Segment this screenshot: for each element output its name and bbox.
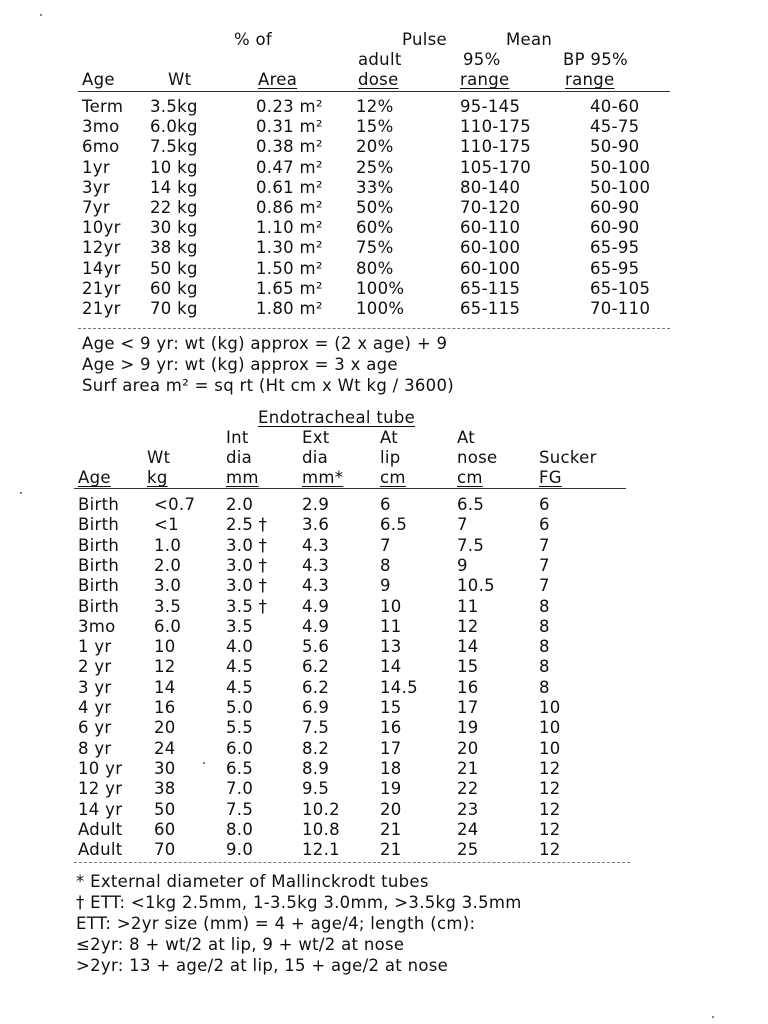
table1-cell-pulse-range: 110-175: [460, 117, 532, 137]
table2-cell-weight: 10: [154, 637, 176, 657]
header-dia-ext: dia: [302, 448, 329, 467]
table1-cell-weight: 60 kg: [150, 278, 198, 298]
header-cm-lip: cm: [380, 468, 406, 487]
table2-cell-ext-dia: 2.9: [302, 495, 330, 514]
table2-cell-age: 6 yr: [78, 718, 112, 738]
table2-cell-ext-dia: 5.6: [302, 637, 330, 657]
table2-cell-age: Birth: [78, 576, 120, 596]
table1-cell-adult-dose: 20%: [356, 137, 394, 157]
header-kg: kg: [147, 468, 168, 487]
table2-cell-at-nose: 23: [457, 799, 479, 819]
table2-cell-ext-dia: 12.1: [302, 840, 340, 860]
table2-cell-ext-dia: 7.5: [302, 718, 330, 738]
table2-cell-weight: 3.5: [154, 596, 182, 616]
table2-cell-weight: 38: [154, 779, 176, 799]
note-surface-area: Surf area m² = sq rt (Ht cm x Wt kg / 3600): [82, 376, 455, 395]
header-at-nose: At: [457, 428, 476, 447]
table1-cell-bp-range: 65-95: [590, 238, 640, 258]
table2-cell-int-dia: 4.5: [226, 657, 254, 677]
table1-cell-adult-dose: 50%: [356, 198, 394, 217]
table2-cell-weight: <1: [154, 515, 179, 535]
table1-cell-area: 0.31 m²: [256, 117, 323, 137]
table2-cell-age: Birth: [78, 535, 120, 555]
table1-cell-weight: 3.5kg: [150, 97, 198, 116]
header-area: Area: [258, 70, 298, 89]
header-endotracheal-tube: Endotracheal tube: [258, 408, 416, 427]
table2-cell-int-dia: 7.5: [226, 799, 254, 819]
table1-cell-pulse-range: 65-115: [460, 278, 521, 298]
table2-cell-sucker-fg: 8: [539, 657, 550, 677]
table2-cell-int-dia: 3.0 †: [226, 555, 268, 575]
table2-cell-at-lip: 21: [380, 840, 402, 860]
table1-cell-area: 0.61 m²: [256, 177, 323, 197]
table1-cell-area: 1.65 m²: [256, 278, 323, 298]
table1-cell-area: 1.80 m²: [256, 299, 323, 318]
table1-cell-pulse-range: 110-175: [460, 137, 532, 157]
table2-cell-weight: 14: [154, 677, 176, 697]
table2-cell-weight: 16: [154, 698, 176, 717]
table1-cell-bp-range: 50-100: [590, 157, 651, 177]
table1-cell-area: 1.50 m²: [256, 258, 323, 278]
table2-cell-ext-dia: 8.9: [302, 758, 330, 778]
table1-cell-adult-dose: 100%: [356, 278, 405, 298]
table1-cell-weight: 30 kg: [150, 218, 198, 238]
table1-cell-bp-range: 50-100: [590, 177, 651, 197]
table1-cell-adult-dose: 100%: [356, 299, 405, 318]
header-ext: Ext: [302, 428, 330, 447]
table2-cell-int-dia: 6.0: [226, 738, 254, 758]
table1-cell-age: 10yr: [82, 218, 121, 238]
header-range-bp: range: [565, 70, 615, 89]
table2-cell-ext-dia: 8.2: [302, 738, 330, 758]
table1-header-rule: [78, 91, 670, 92]
table1-cell-adult-dose: 80%: [356, 258, 394, 278]
table1-cell-age: 6mo: [82, 137, 120, 157]
table2-cell-int-dia: 5.0: [226, 698, 254, 717]
table2-cell-sucker-fg: 8: [539, 616, 550, 636]
note-weight-under-9: Age < 9 yr: wt (kg) approx = (2 x age) + 9: [82, 334, 448, 353]
table2-cell-ext-dia: 4.3: [302, 535, 330, 555]
table2-cell-weight: 24: [154, 738, 176, 758]
table2-cell-int-dia: 6.5: [226, 758, 254, 778]
table2-cell-int-dia: 2.5 †: [226, 515, 268, 535]
table2-cell-ext-dia: 4.3: [302, 576, 330, 596]
table2-cell-ext-dia: 6.9: [302, 698, 330, 717]
table2-cell-ext-dia: 4.3: [302, 555, 330, 575]
header-dose: dose: [358, 70, 399, 89]
table2-cell-weight: 50: [154, 799, 176, 819]
table2-cell-age: Birth: [78, 555, 120, 575]
table1-cell-adult-dose: 15%: [356, 117, 394, 137]
table2-cell-age: 3 yr: [78, 677, 112, 697]
header-pulse: Pulse: [402, 30, 447, 49]
table1-cell-age: 1yr: [82, 157, 110, 177]
table2-cell-sucker-fg: 10: [539, 718, 561, 738]
table2-cell-int-dia: 2.0: [226, 495, 254, 514]
table1-cell-bp-range: 65-95: [590, 258, 640, 278]
table2-cell-int-dia: 4.0: [226, 637, 254, 657]
table2-cell-age: 1 yr: [78, 637, 112, 657]
note-ett-weights: † ETT: <1kg 2.5mm, 1-3.5kg 3.0mm, >3.5kg 3.5mm: [76, 893, 522, 912]
table1-cell-pulse-range: 60-100: [460, 258, 521, 278]
table2-cell-sucker-fg: 12: [539, 840, 561, 860]
table2-cell-at-nose: 12: [457, 616, 479, 636]
table1-cell-pulse-range: 60-110: [460, 218, 521, 238]
table2-cell-at-lip: 18: [380, 758, 402, 778]
table1-cell-bp-range: 45-75: [590, 117, 640, 137]
table2-cell-at-nose: 10.5: [457, 576, 495, 596]
table2-cell-weight: 60: [154, 819, 176, 839]
table2-cell-at-lip: 14: [380, 657, 402, 677]
table2-cell-at-nose: 6.5: [457, 495, 485, 514]
table1-cell-pulse-range: 60-100: [460, 238, 521, 258]
table2-cell-age: 2 yr: [78, 657, 112, 677]
header-nose: nose: [457, 448, 498, 467]
table2-cell-int-dia: 3.5 †: [226, 596, 268, 616]
table2-cell-ext-dia: 9.5: [302, 779, 330, 799]
table1-cell-weight: 7.5kg: [150, 137, 198, 157]
table2-cell-at-nose: 7.5: [457, 535, 485, 555]
table2-cell-at-lip: 21: [380, 819, 402, 839]
table1-bottom-rule: [78, 328, 670, 329]
table1-cell-age: 3yr: [82, 177, 110, 197]
scan-speck: [712, 1016, 714, 1018]
table2-cell-weight: 1.0: [154, 535, 182, 555]
table2-cell-at-nose: 14: [457, 637, 479, 657]
table1-cell-bp-range: 70-110: [590, 299, 651, 318]
header-sucker: Sucker: [539, 448, 597, 467]
table1-cell-pulse-range: 105-170: [460, 157, 532, 177]
table2-cell-at-nose: 25: [457, 840, 479, 860]
table2-cell-ext-dia: 4.9: [302, 596, 330, 616]
table2-cell-at-lip: 13: [380, 637, 402, 657]
table2-cell-weight: <0.7: [154, 495, 196, 514]
note-ett-size-formula: ETT: >2yr size (mm) = 4 + age/4; length (cm):: [76, 914, 476, 933]
table2-cell-ext-dia: 6.2: [302, 657, 330, 677]
table1-cell-pulse-range: 95-145: [460, 97, 521, 116]
table2-cell-at-lip: 10: [380, 596, 402, 616]
table2-cell-at-lip: 14.5: [380, 677, 418, 697]
table2-cell-at-nose: 15: [457, 657, 479, 677]
header-wt2: Wt: [147, 448, 171, 467]
table2-cell-int-dia: 3.0 †: [226, 576, 268, 596]
header-age2: Age: [78, 468, 111, 487]
table2-bottom-rule: [74, 862, 630, 863]
table1-cell-age: 21yr: [82, 299, 121, 318]
table2-cell-ext-dia: 10.8: [302, 819, 340, 839]
table2-cell-at-lip: 16: [380, 718, 402, 738]
table2-cell-at-nose: 19: [457, 718, 479, 738]
table2-cell-age: 12 yr: [78, 779, 123, 799]
table1-cell-adult-dose: 60%: [356, 218, 394, 238]
note-weight-over-9: Age > 9 yr: wt (kg) approx = 3 x age: [82, 355, 398, 374]
table2-cell-age: 10 yr: [78, 758, 123, 778]
table2-cell-at-nose: 24: [457, 819, 479, 839]
table2-cell-age: Adult: [78, 840, 123, 860]
table1-cell-weight: 14 kg: [150, 177, 198, 197]
table2-cell-sucker-fg: 8: [539, 677, 550, 697]
header-mm-int: mm: [226, 468, 259, 487]
table1-cell-bp-range: 65-105: [590, 278, 651, 298]
header-adult: adult: [358, 50, 402, 69]
table1-cell-age: 21yr: [82, 278, 121, 298]
header-cm-nose: cm: [457, 468, 483, 487]
table2-cell-age: 14 yr: [78, 799, 123, 819]
table2-cell-age: Birth: [78, 515, 120, 535]
table2-cell-at-lip: 11: [380, 616, 402, 636]
header-mm-ext: mm*: [302, 468, 344, 487]
header-at-lip: At: [380, 428, 399, 447]
table2-cell-int-dia: 7.0: [226, 779, 254, 799]
table1-cell-bp-range: 40-60: [590, 97, 640, 116]
table1-cell-area: 1.30 m²: [256, 238, 323, 258]
table2-cell-at-lip: 20: [380, 799, 402, 819]
header-range-pulse: range: [460, 70, 510, 89]
table2-cell-sucker-fg: 12: [539, 819, 561, 839]
table2-cell-sucker-fg: 7: [539, 555, 550, 575]
table2-cell-sucker-fg: 6: [539, 515, 550, 535]
table1-cell-weight: 38 kg: [150, 238, 198, 258]
table2-cell-age: 8 yr: [78, 738, 112, 758]
table2-cell-sucker-fg: 12: [539, 779, 561, 799]
header-int: Int: [226, 428, 249, 447]
table2-cell-at-lip: 17: [380, 738, 402, 758]
table1-cell-bp-range: 60-90: [590, 218, 640, 238]
table1-cell-pulse-range: 70-120: [460, 198, 521, 217]
table1-cell-adult-dose: 25%: [356, 157, 394, 177]
table2-cell-sucker-fg: 10: [539, 698, 561, 717]
table2-cell-at-lip: 8: [380, 555, 391, 575]
table2-cell-int-dia: 8.0: [226, 819, 254, 839]
table2-cell-at-lip: 15: [380, 698, 402, 717]
table2-cell-weight: 30: [154, 758, 176, 778]
table2-cell-age: Adult: [78, 819, 123, 839]
table2-cell-sucker-fg: 7: [539, 535, 550, 555]
table2-cell-sucker-fg: 8: [539, 596, 550, 616]
table2-cell-weight: 3.0: [154, 576, 182, 596]
table2-cell-sucker-fg: 12: [539, 758, 561, 778]
table2-cell-at-nose: 17: [457, 698, 479, 717]
table2-cell-int-dia: 3.0 †: [226, 535, 268, 555]
header-dia-int: dia: [226, 448, 253, 467]
header-mean: Mean: [506, 30, 553, 49]
scan-speck: [203, 762, 205, 764]
header-age: Age: [82, 70, 115, 89]
table2-cell-at-nose: 7: [457, 515, 468, 535]
scan-speck: [20, 492, 22, 494]
table2-cell-at-nose: 21: [457, 758, 479, 778]
note-length-over-2: >2yr: 13 + age/2 at lip, 15 + age/2 at nose: [76, 956, 449, 975]
table1-cell-bp-range: 60-90: [590, 198, 640, 217]
table1-cell-age: 3mo: [82, 117, 120, 137]
table2-cell-age: 4 yr: [78, 698, 112, 717]
table1-cell-age: Term: [82, 97, 124, 116]
table1-cell-weight: 70 kg: [150, 299, 198, 318]
table2-cell-age: Birth: [78, 596, 120, 616]
header-fg: FG: [539, 468, 562, 487]
note-length-under-2: ≤2yr: 8 + wt/2 at lip, 9 + wt/2 at nose: [76, 935, 405, 954]
table1-cell-age: 12yr: [82, 238, 121, 258]
table2-cell-at-lip: 7: [380, 535, 391, 555]
table2-cell-weight: 12: [154, 657, 176, 677]
table2-cell-sucker-fg: 12: [539, 799, 561, 819]
table2-cell-at-lip: 9: [380, 576, 391, 596]
table2-cell-ext-dia: 3.6: [302, 515, 330, 535]
table1-cell-adult-dose: 12%: [356, 97, 394, 116]
header-bp95: BP 95%: [563, 50, 628, 69]
table1-cell-area: 0.86 m²: [256, 198, 323, 217]
table2-cell-weight: 20: [154, 718, 176, 738]
table2-cell-at-nose: 9: [457, 555, 468, 575]
header-wt: Wt: [168, 70, 192, 89]
table2-cell-at-nose: 20: [457, 738, 479, 758]
note-external-diameter: * External diameter of Mallinckrodt tubes: [76, 872, 429, 891]
table1-cell-bp-range: 50-90: [590, 137, 640, 157]
table2-cell-at-nose: 16: [457, 677, 479, 697]
table1-cell-adult-dose: 75%: [356, 238, 394, 258]
table2-cell-sucker-fg: 10: [539, 738, 561, 758]
table2-cell-int-dia: 5.5: [226, 718, 254, 738]
table1-cell-age: 14yr: [82, 258, 121, 278]
table1-cell-pulse-range: 65-115: [460, 299, 521, 318]
table1-cell-area: 0.47 m²: [256, 157, 323, 177]
table2-cell-at-lip: 19: [380, 779, 402, 799]
table1-cell-pulse-range: 80-140: [460, 177, 521, 197]
table2-cell-int-dia: 4.5: [226, 677, 254, 697]
table1-cell-weight: 50 kg: [150, 258, 198, 278]
table2-cell-age: Birth: [78, 495, 120, 514]
scan-speck: [40, 14, 42, 16]
table2-cell-sucker-fg: 6: [539, 495, 550, 514]
table1-cell-area: 0.38 m²: [256, 137, 323, 157]
table1-cell-adult-dose: 33%: [356, 177, 394, 197]
table1-cell-area: 0.23 m²: [256, 97, 323, 116]
table2-cell-at-nose: 11: [457, 596, 479, 616]
table1-cell-age: 7yr: [82, 198, 110, 217]
table2-cell-weight: 2.0: [154, 555, 182, 575]
table2-cell-age: 3mo: [78, 616, 116, 636]
table2-cell-at-nose: 22: [457, 779, 479, 799]
table1-cell-area: 1.10 m²: [256, 218, 323, 238]
header-95: 95%: [463, 50, 501, 69]
table2-cell-ext-dia: 6.2: [302, 677, 330, 697]
table2-cell-ext-dia: 10.2: [302, 799, 340, 819]
header-lip: lip: [380, 448, 401, 467]
table2-cell-sucker-fg: 8: [539, 637, 550, 657]
table1-cell-weight: 10 kg: [150, 157, 198, 177]
table2-cell-at-lip: 6.5: [380, 515, 408, 535]
header-pct-of: % of: [234, 30, 273, 49]
table1-cell-weight: 22 kg: [150, 198, 198, 217]
table2-cell-sucker-fg: 7: [539, 576, 550, 596]
table2-header-rule: [74, 488, 626, 489]
table1-cell-weight: 6.0kg: [150, 117, 198, 137]
table2-cell-int-dia: 3.5: [226, 616, 254, 636]
table2-cell-weight: 6.0: [154, 616, 182, 636]
table2-cell-ext-dia: 4.9: [302, 616, 330, 636]
table2-cell-at-lip: 6: [380, 495, 391, 514]
table2-cell-int-dia: 9.0: [226, 840, 254, 860]
table2-cell-weight: 70: [154, 840, 176, 860]
